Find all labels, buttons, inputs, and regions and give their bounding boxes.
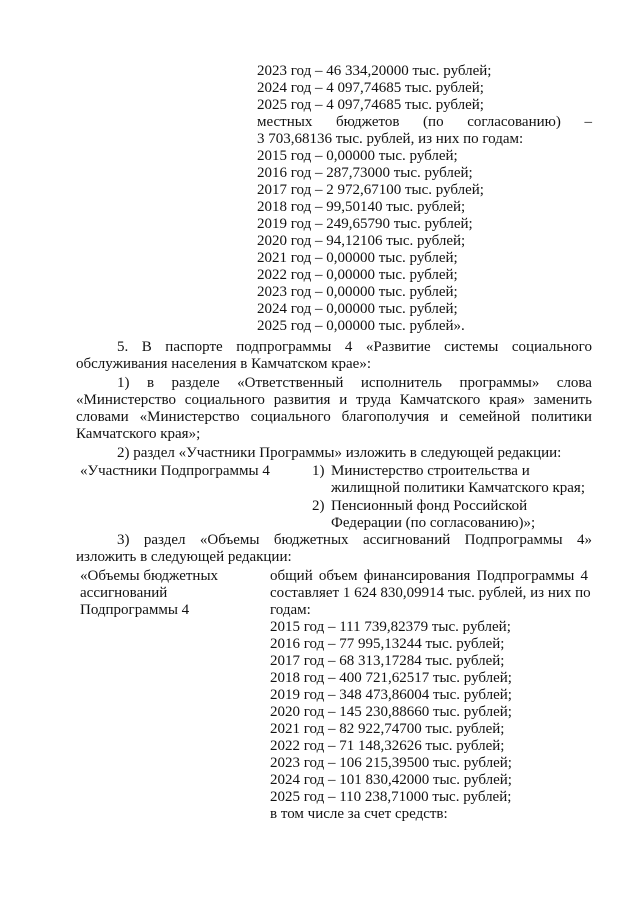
participant-name: жилищной политики Камчатского края; [331,480,585,496]
word: словами [76,409,129,425]
local-budget-total: 3 703,68136 тыс. рублей, из них по годам: [257,131,524,147]
total-financing-line2: составляет 1 624 830,09914 тыс. рублей, из них по [270,585,591,601]
word: в [146,375,155,391]
year-line: 2024 год – 101 830,42000 тыс. рублей; [270,772,512,788]
word: и [440,409,449,425]
word: бюджетных [273,532,349,548]
participant-name: Федерации (по согласованию)»; [331,515,536,531]
word: политики [531,409,592,425]
word: социального [184,392,265,408]
word: «Министерство [76,392,176,408]
item5-1-line2 [76,392,592,409]
year-line: 2023 год – 0,00000 тыс. рублей; [257,284,458,300]
footer-line: в том числе за счет средств: [270,806,448,822]
word: развития [273,392,331,408]
year-line: 2021 год – 82 922,74700 тыс. рублей; [270,721,505,737]
item5-1-line4: Камчатского края»; [76,426,201,442]
word: семейной [459,409,521,425]
budget-label: ассигнований [80,585,168,601]
word: «Объемы [199,532,260,548]
year-line: 2015 год – 111 739,82379 тыс. рублей; [270,619,511,635]
participants-label: «Участники Подпрограммы 4 [80,463,270,479]
word: Камчатского [399,392,481,408]
total-financing-line1 [270,568,588,585]
year-line: 2016 год – 77 995,13244 тыс. рублей; [270,636,505,652]
year-line: 2018 год – 99,50140 тыс. рублей; [257,199,466,215]
word: ассигнований [362,532,451,548]
year-line: 2025 год – 0,00000 тыс. рублей». [257,318,465,334]
word: слова [556,375,592,391]
word: Подпрограммы [476,568,575,584]
word: социального [511,339,592,355]
word: края» [489,392,525,408]
year-line: 2019 год – 348 473,86004 тыс. рублей; [270,687,512,703]
participant-name: Министерство строительства и [331,463,530,479]
word: «Ответственный [237,375,344,391]
word: (по [423,114,444,130]
year-line: 2017 год – 68 313,17284 тыс. рублей; [270,653,505,669]
year-line: 2025 год – 110 238,71000 тыс. рублей; [270,789,512,805]
year-line: 2020 год – 94,12106 тыс. рублей; [257,233,466,249]
budget-label: Подпрограммы 4 [80,602,190,618]
item5-line2: обслуживания населения в Камчатском крае»: [76,356,371,372]
financing-line: 2023 год – 46 334,20000 тыс. рублей; [257,63,492,79]
word: 5. [117,339,129,355]
year-line: 2023 год – 106 215,39500 тыс. рублей; [270,755,512,771]
word: и [339,392,348,408]
participant-number: 1) [312,463,325,479]
word: местных [257,114,313,130]
word: объем [318,568,358,584]
word: 4» [576,532,592,548]
year-line: 2021 год – 0,00000 тыс. рублей; [257,250,458,266]
word: 1) [117,375,130,391]
word: разделе [171,375,220,391]
word: системы [444,339,499,355]
word: раздел [143,532,186,548]
word: 4 [344,339,353,355]
local-budget-heading [257,114,592,131]
total-financing-line3: годам: [270,602,311,618]
word: программы» [459,375,540,391]
year-line: 2017 год – 2 972,67100 тыс. рублей; [257,182,484,198]
item5-2-heading: 2) раздел «Участники Программы» изложить в следующей редакции: [117,445,562,461]
year-line: 2020 год – 145 230,88660 тыс. рублей; [270,704,512,720]
item5-3-line1 [117,532,592,549]
word: «Министерство [139,409,240,425]
item5-1-line3 [76,409,592,426]
word: паспорте [165,339,223,355]
word: – [584,114,592,130]
word: В [141,339,152,355]
word: 3) [117,532,130,548]
year-line: 2016 год – 287,73000 тыс. рублей; [257,165,473,181]
word: труда [356,392,391,408]
year-line: 2022 год – 0,00000 тыс. рублей; [257,267,458,283]
word: подпрограммы [236,339,332,355]
year-line: 2024 год – 0,00000 тыс. рублей; [257,301,458,317]
year-line: 2019 год – 249,65790 тыс. рублей; [257,216,473,232]
word: «Развитие [365,339,431,355]
financing-line: 2024 год – 4 097,74685 тыс. рублей; [257,80,484,96]
word: заменить [533,392,592,408]
word: согласованию) [467,114,561,130]
budget-label: «Объемы бюджетных [80,568,219,584]
participant-number: 2) [312,498,325,514]
word: 4 [580,568,588,584]
word: социального [250,409,331,425]
word: исполнитель [360,375,442,391]
word: Подпрограммы [464,532,563,548]
year-line: 2018 год – 400 721,62517 тыс. рублей; [270,670,512,686]
word: финансирования [363,568,471,584]
item5-1-line1 [117,375,592,392]
item5-paragraph [117,339,592,356]
year-line: 2022 год – 71 148,32626 тыс. рублей; [270,738,505,754]
year-line: 2015 год – 0,00000 тыс. рублей; [257,148,458,164]
financing-line: 2025 год – 4 097,74685 тыс. рублей; [257,97,484,113]
word: общий [270,568,313,584]
word: бюджетов [335,114,400,130]
participant-name: Пенсионный фонд Российской [331,498,528,514]
item5-3-line2: изложить в следующей редакции: [76,549,292,565]
word: благополучия [341,409,430,425]
